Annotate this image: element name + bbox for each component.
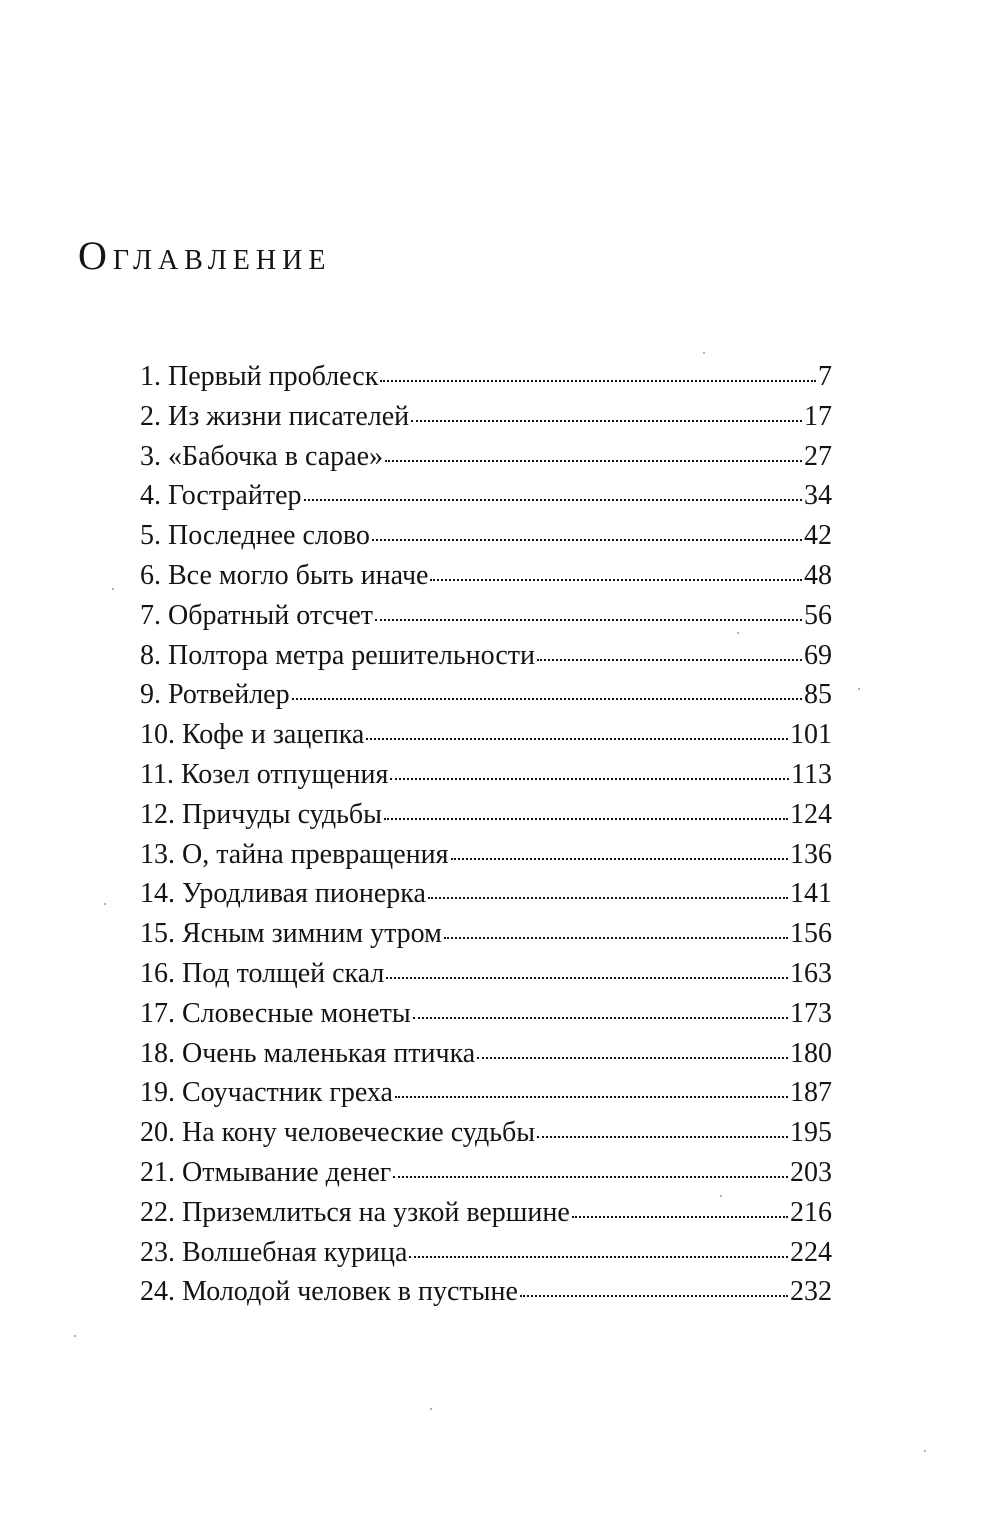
scan-speck bbox=[737, 632, 739, 634]
dot-leader bbox=[430, 579, 802, 581]
dot-leader bbox=[444, 937, 788, 939]
toc-entry-page: 187 bbox=[790, 1077, 832, 1109]
scan-speck bbox=[924, 1450, 926, 1452]
dot-leader bbox=[380, 380, 816, 382]
dot-leader bbox=[413, 1017, 788, 1019]
toc-entry-title: 8. Полтора метра решительности bbox=[140, 639, 535, 671]
scan-speck bbox=[430, 1408, 432, 1410]
toc-entry-page: 141 bbox=[790, 878, 832, 910]
dot-leader bbox=[572, 1216, 788, 1218]
toc-entry bbox=[140, 437, 832, 477]
toc-entry bbox=[140, 914, 832, 954]
toc-entry bbox=[140, 954, 832, 994]
toc-entry-title: 6. Все могло быть иначе bbox=[140, 559, 429, 591]
scan-speck bbox=[112, 588, 114, 590]
dot-leader bbox=[428, 897, 788, 899]
toc-entry bbox=[140, 1193, 832, 1233]
dot-leader bbox=[537, 659, 802, 661]
toc-entry bbox=[140, 1113, 832, 1153]
toc-entry bbox=[140, 1034, 832, 1074]
dot-leader bbox=[537, 1136, 788, 1138]
scan-speck bbox=[74, 1335, 76, 1337]
scan-speck bbox=[858, 688, 860, 690]
toc-entry-title: 1. Первый проблеск bbox=[140, 361, 379, 392]
toc-entry bbox=[140, 397, 832, 437]
toc-entry-title: 15. Ясным зимним утром bbox=[140, 918, 442, 950]
toc-entry-page: 7 bbox=[818, 361, 832, 392]
toc-entry-page: 203 bbox=[790, 1156, 832, 1188]
toc-entry bbox=[140, 1233, 832, 1273]
toc-entry bbox=[140, 675, 832, 715]
toc-entry-page: 48 bbox=[804, 559, 832, 591]
toc-list bbox=[140, 357, 832, 1312]
dot-leader bbox=[386, 977, 788, 979]
toc-entry-page: 85 bbox=[804, 679, 832, 711]
dot-leader bbox=[393, 1176, 788, 1178]
toc-entry-page: 27 bbox=[804, 440, 832, 472]
toc-entry-title: 7. Обратный отсчет bbox=[140, 599, 374, 631]
toc-entry-title: 14. Уродливая пионерка bbox=[140, 878, 426, 910]
dot-leader bbox=[411, 420, 802, 422]
toc-entry-title: 19. Соучастник греха bbox=[140, 1077, 393, 1109]
toc-entry-title: 10. Кофе и зацепка bbox=[140, 719, 365, 751]
dot-leader bbox=[385, 460, 802, 462]
dot-leader bbox=[409, 1256, 788, 1258]
toc-entry-page: 113 bbox=[791, 758, 832, 790]
scan-speck bbox=[703, 352, 705, 354]
toc-entry-page: 180 bbox=[790, 1037, 832, 1069]
toc-entry-title: 13. О, тайна превращения bbox=[140, 838, 449, 870]
toc-entry-page: 195 bbox=[790, 1117, 832, 1149]
toc-entry bbox=[140, 476, 832, 516]
toc-entry bbox=[140, 357, 832, 397]
toc-entry bbox=[140, 874, 832, 914]
toc-entry bbox=[140, 715, 832, 755]
toc-entry-page: 156 bbox=[790, 918, 832, 950]
toc-entry-page: 163 bbox=[790, 957, 832, 989]
toc-entry bbox=[140, 516, 832, 556]
toc-entry-page: 56 bbox=[804, 599, 832, 631]
toc-entry-title: 5. Последнее слово bbox=[140, 520, 370, 552]
toc-heading: Оглавление bbox=[78, 233, 332, 278]
toc-entry-title: 2. Из жизни писателей bbox=[140, 400, 410, 432]
toc-entry-page: 124 bbox=[790, 798, 832, 830]
toc-entry bbox=[140, 1153, 832, 1193]
toc-entry bbox=[140, 755, 832, 795]
toc-entry bbox=[140, 556, 832, 596]
toc-entry-page: 224 bbox=[790, 1236, 832, 1268]
toc-entry-page: 216 bbox=[790, 1196, 832, 1228]
dot-leader bbox=[304, 499, 802, 501]
dot-leader bbox=[375, 619, 802, 621]
toc-entry-title: 9. Ротвейлер bbox=[140, 679, 290, 711]
toc-entry bbox=[140, 596, 832, 636]
toc-entry-title: 12. Причуды судьбы bbox=[140, 798, 382, 830]
scan-speck bbox=[720, 1195, 722, 1197]
toc-entry-page: 232 bbox=[790, 1276, 832, 1308]
toc-entry-title: 23. Волшебная курица bbox=[140, 1236, 408, 1268]
dot-leader bbox=[477, 1057, 788, 1059]
toc-entry-page: 17 bbox=[804, 400, 832, 432]
toc-entry-page: 69 bbox=[804, 639, 832, 671]
toc-entry-title: 21. Отмывание денег bbox=[140, 1156, 392, 1188]
toc-entry-title: 18. Очень маленькая птичка bbox=[140, 1037, 476, 1069]
toc-entry-page: 34 bbox=[804, 480, 832, 512]
toc-entry bbox=[140, 795, 832, 835]
dot-leader bbox=[366, 738, 788, 740]
dot-leader bbox=[520, 1295, 788, 1297]
toc-entry-title: 16. Под толщей скал bbox=[140, 957, 385, 989]
toc-entry-page: 136 bbox=[790, 838, 832, 870]
dot-leader bbox=[390, 778, 789, 780]
toc-entry-page: 173 bbox=[790, 997, 832, 1029]
toc-entry-title: 17. Словесные монеты bbox=[140, 997, 411, 1029]
toc-entry bbox=[140, 1073, 832, 1113]
toc-entry-title: 4. Гострайтер bbox=[140, 480, 302, 512]
dot-leader bbox=[292, 698, 802, 700]
toc-entry bbox=[140, 1272, 832, 1312]
dot-leader bbox=[395, 1096, 788, 1098]
toc-entry bbox=[140, 636, 832, 676]
toc-entry-title: 3. «Бабочка в сарае» bbox=[140, 440, 383, 472]
toc-entry bbox=[140, 994, 832, 1034]
toc-entry-page: 42 bbox=[804, 520, 832, 552]
toc-entry-title: 20. На кону человеческие судьбы bbox=[140, 1117, 536, 1149]
toc-entry-page: 101 bbox=[790, 719, 832, 751]
scan-speck bbox=[104, 903, 106, 905]
toc-entry-title: 22. Приземлиться на узкой вершине bbox=[140, 1196, 570, 1228]
dot-leader bbox=[384, 818, 788, 820]
dot-leader bbox=[372, 539, 802, 541]
dot-leader bbox=[451, 858, 788, 860]
toc-entry bbox=[140, 835, 832, 875]
toc-entry-title: 24. Молодой человек в пустыне bbox=[140, 1276, 518, 1308]
toc-entry-title: 11. Козел отпущения bbox=[140, 758, 389, 790]
